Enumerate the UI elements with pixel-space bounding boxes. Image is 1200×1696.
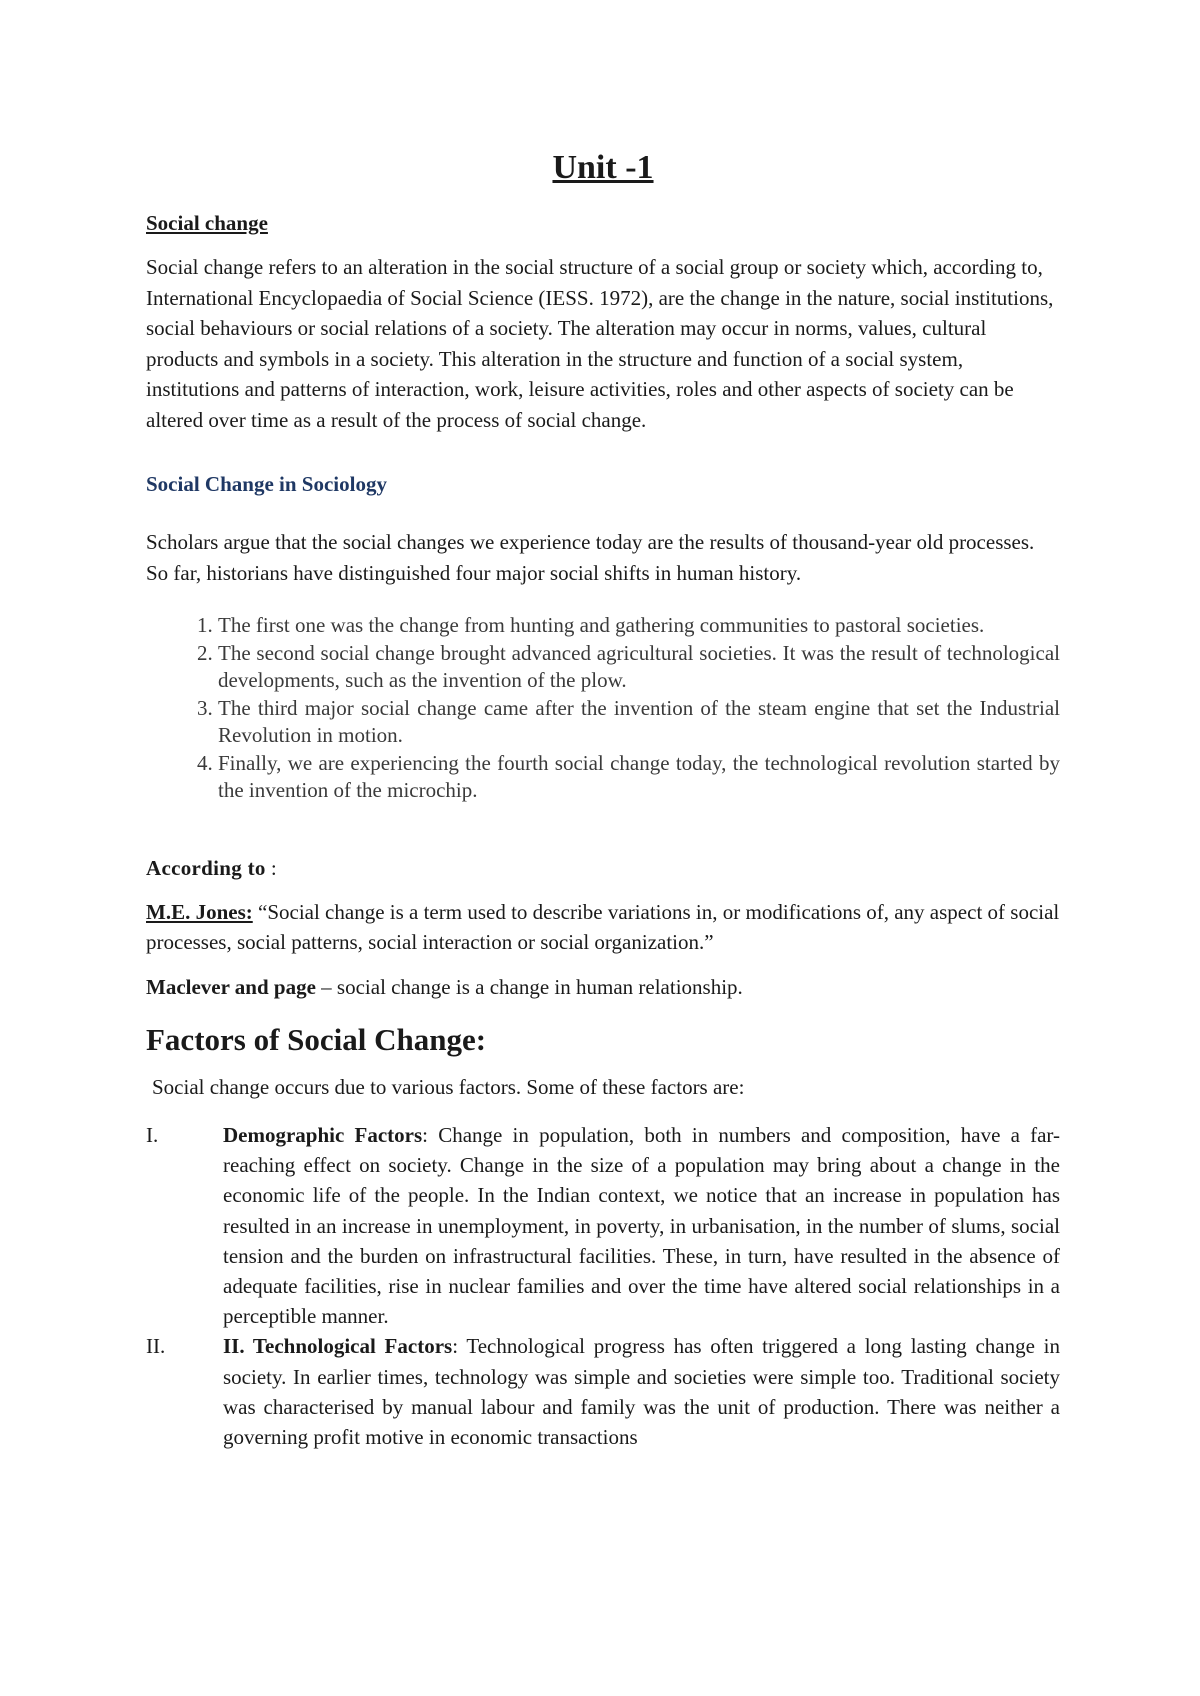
- factor-description: : Technological progress has often triggered a long lasting change in society. In earlier times, technology was simple and societies were simple too. Traditional society was characterised by manual labour and family was the unit of production. There was neither a governing profit motive in economic transactions: [223, 1334, 1060, 1450]
- section-heading: Social change: [146, 211, 268, 235]
- factor-text: [223, 1331, 1060, 1452]
- list-item: 2. The second social change brought advanced agricultural societies. It was the result of technological developments, such as the invention of the plow.: [218, 640, 1060, 695]
- list-item: 4. Finally, we are experiencing the fourth social change today, the technological revolution started by the invention of the microchip.: [218, 750, 1060, 805]
- factor-text: [223, 1120, 1060, 1331]
- sociology-heading: Social Change in Sociology: [146, 472, 387, 496]
- factor-demographic: [146, 1120, 1060, 1331]
- jones-definition: [146, 897, 1060, 958]
- factor-numeral: I.: [146, 1123, 159, 1147]
- factor-numeral: II.: [146, 1334, 166, 1359]
- factor-name: Demographic Factors: [223, 1123, 423, 1147]
- shifts-list: [146, 612, 1060, 805]
- sociology-paragraph: Scholars argue that the social changes we experience today are the results of thousand-year old processes. So far, historians have distinguished four major social shifts in human history.: [146, 530, 1035, 585]
- according-to-line: [146, 855, 1060, 881]
- jones-text: “Social change is a term used to describe variations in, or modifications of, any aspect of social processes, social patterns, social interaction or social organization.”: [146, 899, 1060, 954]
- factors-intro: Social change occurs due to various factors. Some of these factors are:: [152, 1075, 745, 1099]
- list-item: 1. The first one was the change from hunting and gathering communities to pastoral societies.: [218, 612, 1060, 640]
- factor-technological: [146, 1331, 1060, 1452]
- list-item: 3. The third major social change came after the invention of the steam engine that set the Industrial Revolution in motion.: [218, 695, 1060, 750]
- factor-description: : Change in population, both in numbers and composition, have a far-reaching effect on society. Change in the size of a population may bring about a change in the economic life of the people. In the Indian context, we notice that an increase in population has resulted in an increase in unemployment, in poverty, in urbanisation, in the number of slums, social tension and the burden on infrastructural facilities. These, in turn, have resulted in the absence of adequate facilities, rise in nuclear families and over the time have altered social relationships in a perceptible manner.: [223, 1123, 1060, 1329]
- maclever-text: – social change is a change in human relationship.: [315, 974, 743, 999]
- unit-title: Unit -1: [552, 149, 654, 186]
- factor-name: II. Technological Factors: [223, 1334, 453, 1359]
- according-label: According to: [146, 855, 266, 880]
- maclever-definition: [146, 972, 1060, 1003]
- factors-title: Factors of Social Change:: [146, 1022, 487, 1057]
- maclever-name: Maclever and page: [146, 974, 316, 999]
- according-suffix: :: [265, 855, 277, 880]
- jones-name: M.E. Jones:: [146, 899, 253, 924]
- intro-paragraph: Social change refers to an alteration in the social structure of a social group or society which, according to, International Encyclopaedia of Social Science (IESS. 1972), are the change in the nature, social institutions, social behaviours or social relations of a society. The alteration may occur in norms, values, cultural products and symbols in a society. This alteration in the structure and function of a social system, institutions and patterns of interaction, work, leisure activities, roles and other aspects of society can be altered over time as a result of the process of social change.: [146, 255, 1054, 432]
